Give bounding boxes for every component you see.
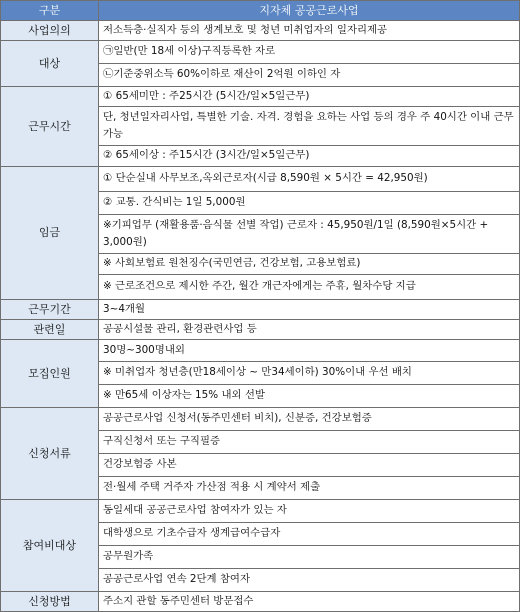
label-work: 관련일 — [1, 320, 99, 340]
row-purpose — [1, 21, 520, 41]
hours-item-1: ① 65세미만 : 주25시간 (5시간/일×5일근무) — [99, 87, 520, 107]
work-text: 공공시설물 관리, 환경관련사업 등 — [99, 320, 520, 340]
label-purpose: 사업의의 — [1, 21, 99, 41]
ineligible-item-3: 공무원가족 — [99, 546, 520, 569]
row-period — [1, 300, 520, 320]
ineligible-item-2: 대학생으로 기초수급자 생계급여수급자 — [99, 523, 520, 546]
row-ineligible — [1, 500, 520, 523]
label-period: 근무기간 — [1, 300, 99, 320]
row-hours — [1, 87, 520, 107]
recruit-item-1: 30명~300명내외 — [99, 340, 520, 362]
header-row — [1, 1, 520, 21]
target-item-2: ㉡기준중위소득 60%이하로 재산이 2억원 이하인 자 — [99, 64, 520, 87]
header-category: 구분 — [1, 1, 99, 21]
row-docs — [1, 408, 520, 431]
row-target — [1, 41, 520, 64]
hours-item-3: ② 65세이상 : 주15시간 (3시간/일×5일근무) — [99, 146, 520, 167]
wage-item-5: ※ 근로조건으로 제시한 주간, 월간 개근자에게는 주휴, 월차수당 지급 — [99, 275, 520, 300]
label-ineligible: 참여비대상 — [1, 500, 99, 592]
purpose-text: 저소득층·실직자 등의 생계보호 및 청년 미취업자의 일자리제공 — [99, 21, 520, 41]
header-title: 지자체 공공근로사업 — [99, 1, 520, 21]
method-text: 주소지 관할 동주민센터 방문접수 — [99, 592, 520, 612]
docs-item-3: 건강보험증 사본 — [99, 454, 520, 477]
docs-item-2: 구직신청서 또는 구직필증 — [99, 431, 520, 454]
row-method — [1, 592, 520, 612]
wage-item-3: ※기피업무 (재활용품·음식물 선별 작업) 근로자 : 45,950원/1일 (8,590원×5시간 + 3,000원) — [99, 215, 520, 254]
period-text: 3~4개월 — [99, 300, 520, 320]
docs-item-1: 공공근로사업 신청서(동주민센터 비치), 신분증, 건강보험증 — [99, 408, 520, 431]
label-hours: 근무시간 — [1, 87, 99, 167]
target-item-1: ㉠일반(만 18세 이상)구직등록한 자로 — [99, 41, 520, 64]
hours-item-2: 단, 청년일자리사업, 특별한 기술. 자격. 경험을 요하는 사업 등의 경우 주 40시간 이내 근무가능 — [99, 107, 520, 146]
recruit-item-2: ※ 미취업자 청년층(만18세이상 ~ 만34세이하) 30%이내 우선 배치 — [99, 362, 520, 385]
row-wage — [1, 167, 520, 192]
wage-item-2: ② 교통. 간식비는 1일 5,000원 — [99, 192, 520, 215]
label-method: 신청방법 — [1, 592, 99, 612]
wage-item-4: ※ 사회보험료 원천징수(국민연금, 건강보험, 고용보험료) — [99, 254, 520, 275]
wage-item-1: ① 단순실내 사무보조,옥외근로자(시급 8,590원 × 5시간 = 42,950원) — [99, 167, 520, 192]
label-recruit: 모집인원 — [1, 340, 99, 408]
ineligible-item-1: 동일세대 공공근로사업 참여자가 있는 자 — [99, 500, 520, 523]
row-work — [1, 320, 520, 340]
label-docs: 신청서류 — [1, 408, 99, 500]
row-recruit — [1, 340, 520, 362]
docs-item-4: 전·월세 주택 거주자 가산점 적용 시 계약서 제출 — [99, 477, 520, 500]
ineligible-item-4: 공공근로사업 연속 2단계 참여자 — [99, 569, 520, 592]
label-wage: 임금 — [1, 167, 99, 300]
recruit-item-3: ※ 만65세 이상자는 15% 내외 선발 — [99, 385, 520, 408]
label-target: 대상 — [1, 41, 99, 87]
